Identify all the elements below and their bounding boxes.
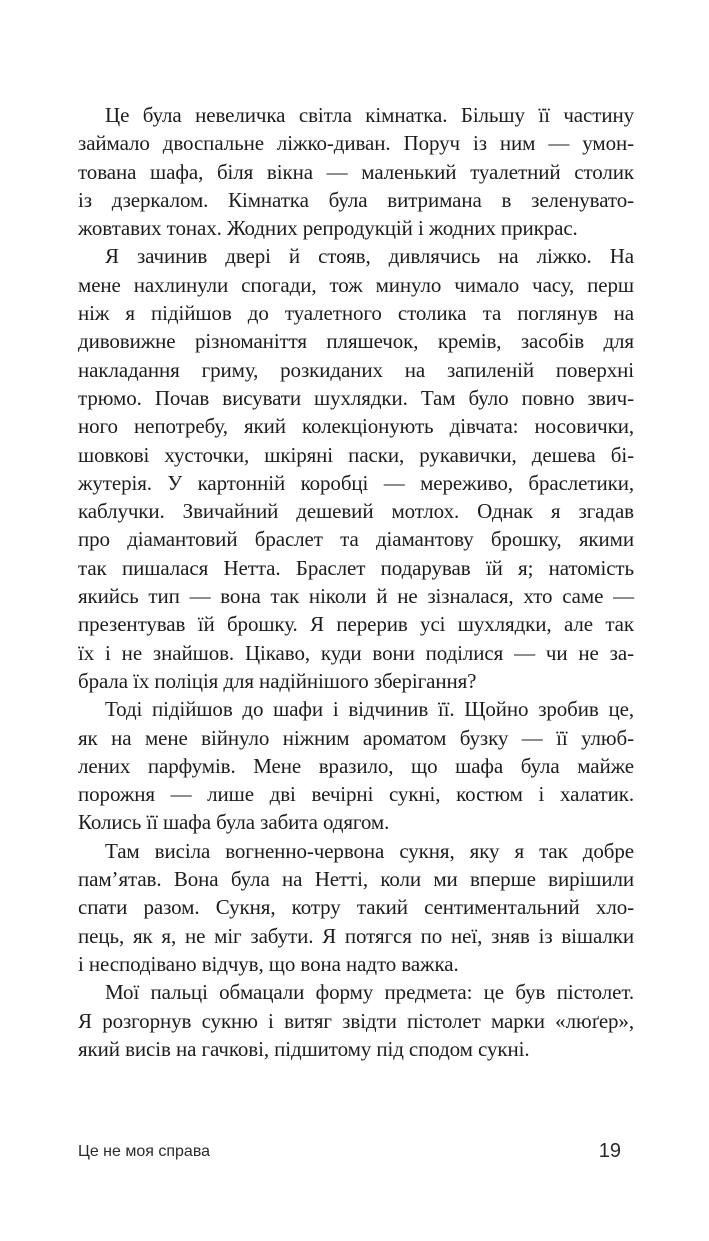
text-line: із дзеркалом. Кімнатка була витримана в зеленувато- xyxy=(78,187,634,212)
page-number: 19 xyxy=(598,1140,621,1162)
text-line: Мої пальці обмацали форму предмета: це був пістолет. xyxy=(105,980,634,1005)
text-line: презентував їй брошку. Я перерив усі шухлядки, але так xyxy=(78,612,634,637)
text-line: займало двоспальне ліжко-диван. Поруч із ним — умон- xyxy=(78,131,634,156)
text-line: Я розгорнув сукню і витяг звідти пістолет марки «люґер», xyxy=(78,1008,634,1033)
text-line: про діамантовий браслет та діамантову брошку, якими xyxy=(78,527,634,552)
text-line: Там висіла вогненно-червона сукня, яку я так добре xyxy=(105,838,634,863)
running-title: Це не моя справа xyxy=(78,1143,211,1160)
text-line: і несподівано відчув, що вона надто важка. xyxy=(78,951,459,976)
text-line: ного непотребу, який колекціонують дівчата: носовички, xyxy=(78,414,634,439)
text-line: Колись її шафа була забита одягом. xyxy=(78,810,390,835)
body-text xyxy=(78,101,634,1063)
text-line: як на мене війнуло ніжним ароматом бузку — її улюб- xyxy=(78,725,634,750)
text-line: мене нахлинули спогади, тож минуло чимало часу, перш xyxy=(78,272,634,297)
text-line: так пишалася Нетта. Браслет подарував їй я; натомість xyxy=(78,555,634,580)
text-line: брала їх поліція для надійнішого зберігання? xyxy=(78,668,477,693)
text-line: шовкові хусточки, шкіряні паски, рукавички, дешева бі- xyxy=(78,442,634,467)
text-line: тована шафа, біля вікна — маленький туалетний столик xyxy=(78,159,634,184)
paragraph xyxy=(78,242,634,695)
text-line: який висів на гачкові, підшитому під сподом сукні. xyxy=(78,1036,530,1061)
text-line: Я зачинив двері й стояв, дивлячись на ліжко. На xyxy=(105,244,634,269)
paragraph xyxy=(78,978,634,1063)
paragraph xyxy=(78,695,634,836)
paragraph xyxy=(78,101,634,242)
text-line: їх і не знайшов. Цікаво, куди вони поділися — чи не за- xyxy=(78,640,634,665)
text-line: дивовижне різноманіття пляшечок, кремів, засобів для xyxy=(78,329,634,354)
text-line: ніж я підійшов до туалетного столика та поглянув на xyxy=(78,301,634,326)
text-line: жутерія. У картонній коробці — мереживо, браслетики, xyxy=(78,470,634,495)
paragraph xyxy=(78,837,634,978)
text-line: спати разом. Сукня, котру такий сентиментальний хло- xyxy=(78,895,634,920)
text-line: Тоді підійшов до шафи і відчинив її. Щойно зробив це, xyxy=(105,697,634,722)
text-line: Це була невеличка світла кімнатка. Більшу її частину xyxy=(105,103,634,127)
text-line: каблучки. Звичайний дешевий мотлох. Однак я згадав xyxy=(78,499,634,524)
text-line: пець, як я, не міг забути. Я потягся по неї, зняв із вішалки xyxy=(78,923,634,948)
text-line: накладання гриму, розкиданих на запиленій поверхні xyxy=(78,357,634,382)
text-line: жовтавих тонах. Жодних репродукцій і жодних прикрас. xyxy=(78,216,578,241)
text-line: пам’ятав. Вона була на Нетті, коли ми вперше вирішили xyxy=(78,867,634,892)
text-line: лених парфумів. Мене вразило, що шафа була майже xyxy=(78,753,634,778)
text-line: якийсь тип — вона так ніколи й не зізналася, хто саме — xyxy=(78,584,634,609)
text-line: порожня — лише дві вечірні сукні, костюм і халатик. xyxy=(78,782,634,807)
text-line: трюмо. Почав висувати шухлядки. Там було повно звич- xyxy=(78,385,634,410)
